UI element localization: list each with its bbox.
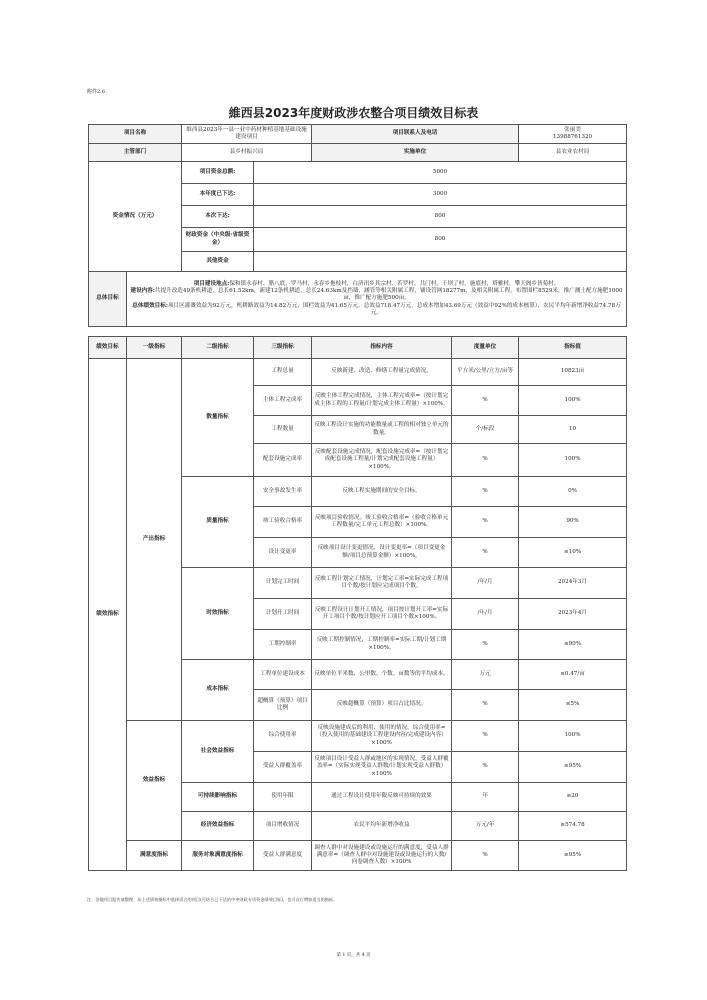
table-row bbox=[89, 721, 627, 752]
unit-cell: 平方米/公里/立方/亩等 bbox=[452, 359, 519, 386]
l3-cell: 配套设施完成率 bbox=[254, 444, 312, 477]
unit-cell: % bbox=[452, 841, 519, 871]
value-cell: ≥95% bbox=[519, 841, 627, 871]
attachment-label: 附件2.6 bbox=[87, 89, 105, 95]
value-cell: 0% bbox=[519, 477, 627, 507]
value-cell: 100% bbox=[519, 721, 627, 752]
l1-output: 产出指标 bbox=[127, 359, 182, 721]
page-title: 維西县2023年度财政涉农整合项目绩效目标表 bbox=[228, 106, 479, 120]
l3-cell: 超概算（预算）项目比例 bbox=[254, 690, 312, 721]
l3-cell: 使用年限 bbox=[254, 783, 312, 812]
content-cell: 反映设施建成后的利用、使用的情况。综合使用率=（投入使用的基础建设工程建设内容/完成建设内容）×100% bbox=[312, 721, 452, 752]
l2-economic: 经济效益指标 bbox=[182, 812, 254, 841]
content-label: 建设内容: bbox=[130, 288, 155, 295]
content-text: 共提升改造49条机耕道，总长61.52km，新建12条机耕道，总长24.63km及挡墙，涵管等相关附属工程，铺设管网18277m，及相关附属工程，布置围栏8529米，推广测土配方施肥1000亩，推广配方施肥500亩。 bbox=[154, 288, 623, 302]
funding-row-value: 800 bbox=[254, 228, 627, 252]
content-cell: 农民平均年新增净收益 bbox=[312, 812, 452, 841]
unit-label: 实施单位 bbox=[312, 144, 519, 162]
l2-quantity: 数量指标 bbox=[182, 359, 254, 477]
l3-cell: 主体工程完成率 bbox=[254, 386, 312, 416]
table-row bbox=[89, 359, 627, 386]
content-cell: 反映新建、改造、修缮工程量完成情况。 bbox=[312, 359, 452, 386]
unit-cell: /年/月 bbox=[452, 568, 519, 599]
value-cell: ≥20 bbox=[519, 783, 627, 812]
unit-cell: % bbox=[452, 630, 519, 660]
l2-social: 社会效益指标 bbox=[182, 721, 254, 783]
benefit-text: 项目区灌溉效益为92万元，机耕路效益为14.82万元，围栏效益为41.65万元，总效益718.47万元，总成本增加43.69万元（效益中92%的成本核算），农民平均年新增净收益74.78万元。 bbox=[167, 302, 621, 316]
l3-cell: 竣工验收合格率 bbox=[254, 507, 312, 538]
header-cell: 三级指标 bbox=[254, 337, 312, 359]
funding-row-label: 项目资金总额: bbox=[182, 162, 254, 184]
benefit-label: 总体绩效目标: bbox=[132, 302, 168, 309]
unit-cell: % bbox=[452, 386, 519, 416]
value-cell: ≥95% bbox=[519, 752, 627, 783]
l3-cell: 综合使用率 bbox=[254, 721, 312, 752]
l3-cell: 工程单位建设成本 bbox=[254, 660, 312, 690]
funding-label: 资金情况（万元） bbox=[89, 162, 182, 272]
value-cell: ≤90% bbox=[519, 630, 627, 660]
dept-row bbox=[89, 144, 627, 162]
content-cell: 反映项目设计变更情况，设计变更率=（项目变更金额/项目总预算金额）×100%。 bbox=[312, 538, 452, 568]
contact-value bbox=[519, 125, 627, 144]
content-cell: 通过工程设计使用年限反映可持续的效果 bbox=[312, 783, 452, 812]
unit-cell: % bbox=[452, 507, 519, 538]
value-cell: 10 bbox=[519, 416, 627, 444]
l2-quality: 质量指标 bbox=[182, 477, 254, 568]
l2-cost: 成本指标 bbox=[182, 660, 254, 721]
contact-label: 项目联系人及电话 bbox=[312, 125, 519, 144]
value-cell: ≤5% bbox=[519, 690, 627, 721]
value-cell: ≤10% bbox=[519, 538, 627, 568]
value-cell: ≥574.78 bbox=[519, 812, 627, 841]
unit-cell: 万元/年 bbox=[452, 812, 519, 841]
l2-timeliness: 时效指标 bbox=[182, 568, 254, 660]
page-number: 第 1 页，共 4 页 bbox=[336, 953, 371, 958]
content-cell: 反映工程设计计划开工情况，项目按计划开工率=实际开工项目个数/按计划应开工项目个数×100%。 bbox=[312, 599, 452, 630]
location-label: 项目建设地点: bbox=[193, 280, 230, 287]
perf-header-row bbox=[89, 337, 627, 359]
unit-cell: 年 bbox=[452, 783, 519, 812]
content-cell: 反映项目验收情况。竣工验收合格率=（验收合格单元工程数量/完工单元工程总数）×100%。 bbox=[312, 507, 452, 538]
project-name-value: 维西县2023年一县一业中药材种植基地基础设施建设项目 bbox=[182, 125, 312, 144]
header-cell: 绩效目标 bbox=[89, 337, 127, 359]
header-cell: 一级指标 bbox=[127, 337, 182, 359]
overall-goal-label: 总体目标 bbox=[89, 272, 127, 327]
unit-value: 县农业农村局 bbox=[519, 144, 627, 162]
l2-sustain: 可持续影响指标 bbox=[182, 783, 254, 812]
value-cell: 10823亩 bbox=[519, 359, 627, 386]
value-cell: 100% bbox=[519, 444, 627, 477]
project-name-label: 项目名称 bbox=[89, 125, 182, 144]
l1-satisfaction: 满意度指标 bbox=[127, 841, 182, 871]
unit-cell: % bbox=[452, 752, 519, 783]
l3-cell: 受益人群满意度 bbox=[254, 841, 312, 871]
l3-cell: 受益人群覆盖率 bbox=[254, 752, 312, 783]
funding-row-label: 其他资金 bbox=[182, 252, 254, 272]
l3-cell: 计划开工时间 bbox=[254, 599, 312, 630]
funding-row-value bbox=[254, 252, 627, 272]
unit-cell: % bbox=[452, 444, 519, 477]
overall-goal-text bbox=[127, 272, 627, 327]
footnote: 注：各地项目报告请整理、从上述绩效指标中选择适合的项目(可结合已下达的中央财政专项资金绩效目标)，也可自行增加适当的指标。 bbox=[87, 897, 338, 902]
funding-row-label: 本次下达: bbox=[182, 206, 254, 228]
funding-row-value: 3000 bbox=[254, 184, 627, 206]
l3-cell: 工程数量 bbox=[254, 416, 312, 444]
l1-benefit: 效益指标 bbox=[127, 721, 182, 841]
value-cell: 90% bbox=[519, 507, 627, 538]
content-cell: 反映超概算（预算）项目占比情况。 bbox=[312, 690, 452, 721]
value-cell: ≤0.47/亩 bbox=[519, 660, 627, 690]
content-cell: 调查人群中对设施建设或设施运行的满意度，受益人群满意率=（调查人群中对设施建设或设施运行的人数/问卷调查人数）×100% bbox=[312, 841, 452, 871]
funding-row-value: 5000 bbox=[254, 162, 627, 184]
unit-cell: /年/月 bbox=[452, 599, 519, 630]
value-cell: 2023年4月 bbox=[519, 599, 627, 630]
dept-value: 县乡村振兴局 bbox=[182, 144, 312, 162]
overall-goal-row bbox=[89, 272, 627, 327]
content-cell: 反映项目设计受益人群或地区的实现情况，受益人群覆盖率=（实际实现受益人群数/计划实现受益人群数）×100% bbox=[312, 752, 452, 783]
l3-cell: 设计变更率 bbox=[254, 538, 312, 568]
contact-phone: 13988761320 bbox=[552, 134, 593, 140]
performance-target-table bbox=[88, 124, 627, 871]
unit-cell: % bbox=[452, 477, 519, 507]
location-text: 保和镇永春村、腊八底、罗马村，永春乡拖枝村，白济汛乡其宗村、若罗村、共门村，千坝了村，施底村，塔雅村，攀天阁乡皆菊村。 bbox=[229, 280, 560, 287]
unit-cell: 万元 bbox=[452, 660, 519, 690]
header-cell: 指标值 bbox=[519, 337, 627, 359]
content-cell: 反映工程计划完工情况，计划完工率=实际完成工程项目个数/按计划应完成项目个数。 bbox=[312, 568, 452, 599]
content-cell: 反映工程实施期间的安全目标。 bbox=[312, 477, 452, 507]
value-cell: 2024年3月 bbox=[519, 568, 627, 599]
funding-row-label: 本年度已下达: bbox=[182, 184, 254, 206]
funding-row bbox=[89, 162, 627, 184]
contact-name: 张丽美 bbox=[564, 126, 581, 133]
perf-col1: 绩效指标 bbox=[89, 359, 127, 871]
l3-cell: 安全事故发生率 bbox=[254, 477, 312, 507]
content-cell: 反映工程设计实施的功能数量或工程的相对独立单元的数量。 bbox=[312, 416, 452, 444]
dept-label: 主管部门 bbox=[89, 144, 182, 162]
content-cell: 反映单位平米数、公里数、个数、亩数等的平均成本。 bbox=[312, 660, 452, 690]
content-cell: 反映主体工程完成情况，主体工程完成率=（按计划完成主体工程的工程量/计划完成主体工程量）×100%。 bbox=[312, 386, 452, 416]
content-cell: 反映工期控制情况，工期控制率=实际工期/计划工期×100%。 bbox=[312, 630, 452, 660]
content-cell: 反映配套设施完成情况，配套设施完成率=（按计划完成配套设施工程量/计划完成配套设施工程量）×100%。 bbox=[312, 444, 452, 477]
l3-cell: 计划完工时间 bbox=[254, 568, 312, 599]
l3-cell: 工期控制率 bbox=[254, 630, 312, 660]
spacer-row bbox=[89, 327, 627, 337]
unit-cell: % bbox=[452, 690, 519, 721]
unit-cell: % bbox=[452, 721, 519, 752]
l3-cell: 项目增收情况 bbox=[254, 812, 312, 841]
table-row bbox=[89, 841, 627, 871]
header-cell: 度量单位 bbox=[452, 337, 519, 359]
header-cell: 指标内容 bbox=[312, 337, 452, 359]
l3-cell: 工程总量 bbox=[254, 359, 312, 386]
header-cell: 二级指标 bbox=[182, 337, 254, 359]
l2-satis: 服务对象满意度指标 bbox=[182, 841, 254, 871]
unit-cell: 个/标段 bbox=[452, 416, 519, 444]
funding-row-label: 财政资金（中央级·省级资金） bbox=[182, 228, 254, 252]
unit-cell: % bbox=[452, 538, 519, 568]
project-row bbox=[89, 125, 627, 144]
funding-row-value: 800 bbox=[254, 206, 627, 228]
value-cell: 100% bbox=[519, 386, 627, 416]
